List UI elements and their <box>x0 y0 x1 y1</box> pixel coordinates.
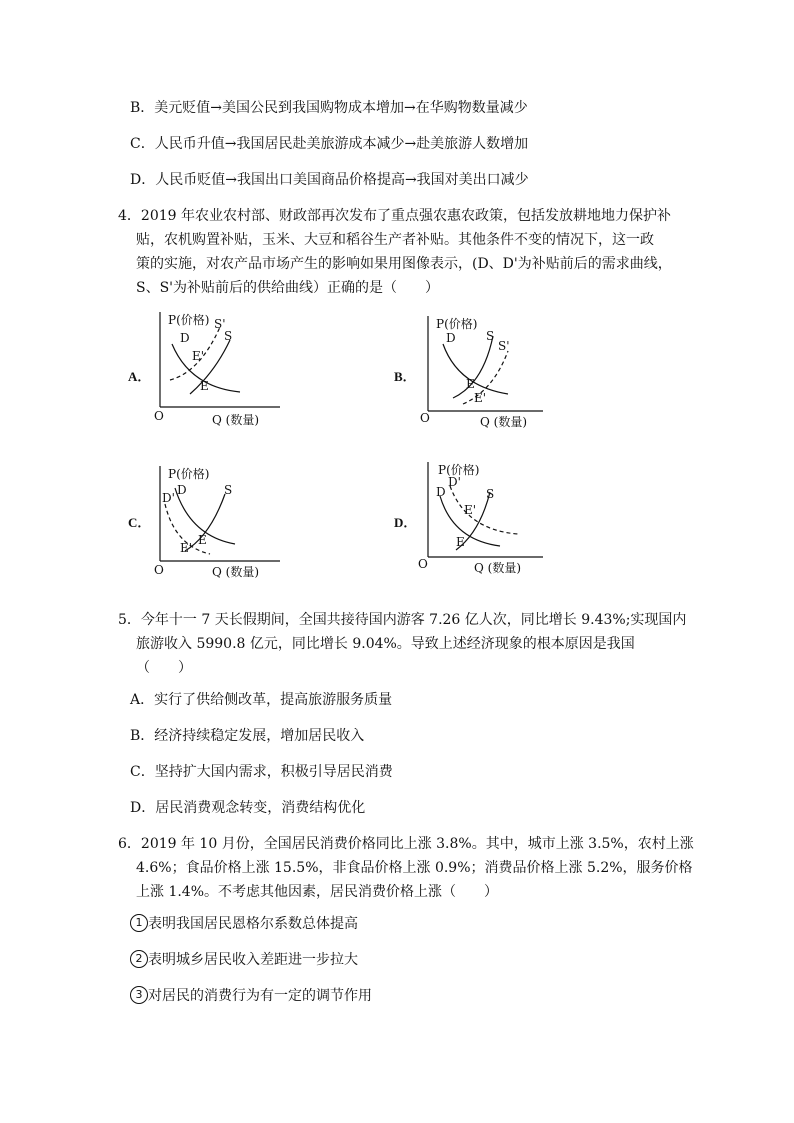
q4-stem-line-2: 贴，农机购置补贴，玉米、大豆和稻谷生产者补贴。其他条件不变的情况下，这一政 <box>136 232 654 248</box>
q6-stem-line-3: 上涨 1.4%。不考虑其他因素，居民消费价格上涨（ ） <box>136 884 499 900</box>
graph-b-label: B． <box>394 369 416 384</box>
statement-number-2: 2 <box>130 950 148 968</box>
q5-option-c: C．坚持扩大国内需求，积极引导居民消费 <box>130 764 393 780</box>
graph-a-curve-s-prime: S' <box>214 317 226 331</box>
q3-option-d: D．人民币贬值→我国出口美国商品价格提高→我国对美出口减少 <box>130 172 529 188</box>
q4-stem-line-1: 4．2019 年农业农村部、财政部再次发布了重点强农惠农政策，包括发放耕地地力保护补 <box>118 208 671 224</box>
graph-c <box>150 466 290 590</box>
graph-a-label: A． <box>128 369 151 384</box>
graph-c-label: C． <box>128 515 151 530</box>
q3-option-b: B．美元贬值→美国公民到我国购物成本增加→在华购物数量减少 <box>130 100 528 116</box>
statement-number-1: 1 <box>130 914 148 932</box>
graph-c-origin: O <box>154 563 164 577</box>
graph-a-curve-d: D <box>180 331 190 345</box>
graph-c-point-e-prime: E' <box>180 541 193 555</box>
q6-stem-line-1: 6．2019 年 10 月份，全国居民消费价格同比上涨 3.8%。其中，城市上涨 3.5%，农村上涨 <box>118 836 694 852</box>
graph-d-curve-d: D <box>436 485 446 499</box>
q5-stem-line-2: 旅游收入 5990.8 亿元，同比增长 9.04%。导致上述经济现象的根本原因是我国 <box>136 636 635 652</box>
graph-a-point-e-prime: E' <box>192 349 205 363</box>
graph-b-point-e-prime: E' <box>474 391 487 405</box>
graph-d-label: D． <box>394 515 417 530</box>
q3-option-c: C．人民币升值→我国居民赴美旅游成本减少→赴美旅游人数增加 <box>130 136 529 152</box>
graph-a-point-e: E <box>200 379 209 393</box>
graph-d-q-label: Q (数量) <box>474 561 522 575</box>
graph-d-origin: O <box>418 557 428 571</box>
graph-d-p-label: P(价格) <box>438 463 480 477</box>
graph-b-origin: O <box>420 411 430 425</box>
graph-d-point-e-prime: E' <box>464 503 477 517</box>
graph-b-point-e: E <box>466 377 475 391</box>
graph-b-curve-s-prime: S' <box>498 339 510 353</box>
q6-stem-line-2: 4.6%；食品价格上涨 15.5%，非食品价格上涨 0.9%；消费品价格上涨 5.2%，服务价格 <box>136 860 693 876</box>
graph-b-curve-d: D <box>446 331 456 345</box>
graph-a <box>150 312 290 436</box>
graph-c-curve-s: S <box>224 483 233 497</box>
graph-b <box>418 316 558 440</box>
q4-stem-line-3: 策的实施，对农产品市场产生的影响如果用图像表示，(D、D'为补贴前后的需求曲线， <box>136 256 672 272</box>
q5-stem-line-1: 5．今年十一 7 天长假期间，全国共接待国内游客 7.26 亿人次，同比增长 9.43%;实现国内 <box>118 612 687 628</box>
graph-c-curve-d-prime: D' <box>162 491 175 505</box>
graph-c-curve-d: D <box>177 483 187 497</box>
graph-c-q-label: Q (数量) <box>212 565 260 579</box>
q5-option-b: B．经济持续稳定发展，增加居民收入 <box>130 728 365 744</box>
graph-a-curve-s: S <box>224 329 233 343</box>
graph-d-curve-d-prime: D' <box>448 475 461 489</box>
q5-option-d: D．居民消费观念转变，消费结构优化 <box>130 800 366 816</box>
graph-a-origin: O <box>154 409 164 423</box>
q5-option-a: A．实行了供给侧改革，提高旅游服务质量 <box>130 692 393 708</box>
graph-d-point-e: E <box>456 535 465 549</box>
graph-b-curve-s: S <box>486 329 495 343</box>
graph-a-q-label: Q (数量) <box>212 413 260 427</box>
graph-b-p-label: P(价格) <box>436 317 478 331</box>
statement-2-text: 表明城乡居民收入差距进一步拉大 <box>148 952 358 968</box>
q4-stem-line-4: S、S'为补贴前后的供给曲线）正确的是（ ） <box>136 280 440 296</box>
graph-a-p-label: P(价格) <box>168 313 210 327</box>
statement-1-text: 表明我国居民恩格尔系数总体提高 <box>148 916 358 932</box>
graph-c-p-label: P(价格) <box>168 467 210 481</box>
statement-number-3: 3 <box>130 986 148 1004</box>
q5-stem-line-3: （ ） <box>136 660 192 676</box>
graph-d <box>418 462 558 586</box>
graph-c-point-e: E <box>198 533 207 547</box>
graph-d-curve-s: S <box>486 487 495 501</box>
statement-3-text: 对居民的消费行为有一定的调节作用 <box>148 988 372 1004</box>
graph-b-q-label: Q (数量) <box>480 415 528 429</box>
